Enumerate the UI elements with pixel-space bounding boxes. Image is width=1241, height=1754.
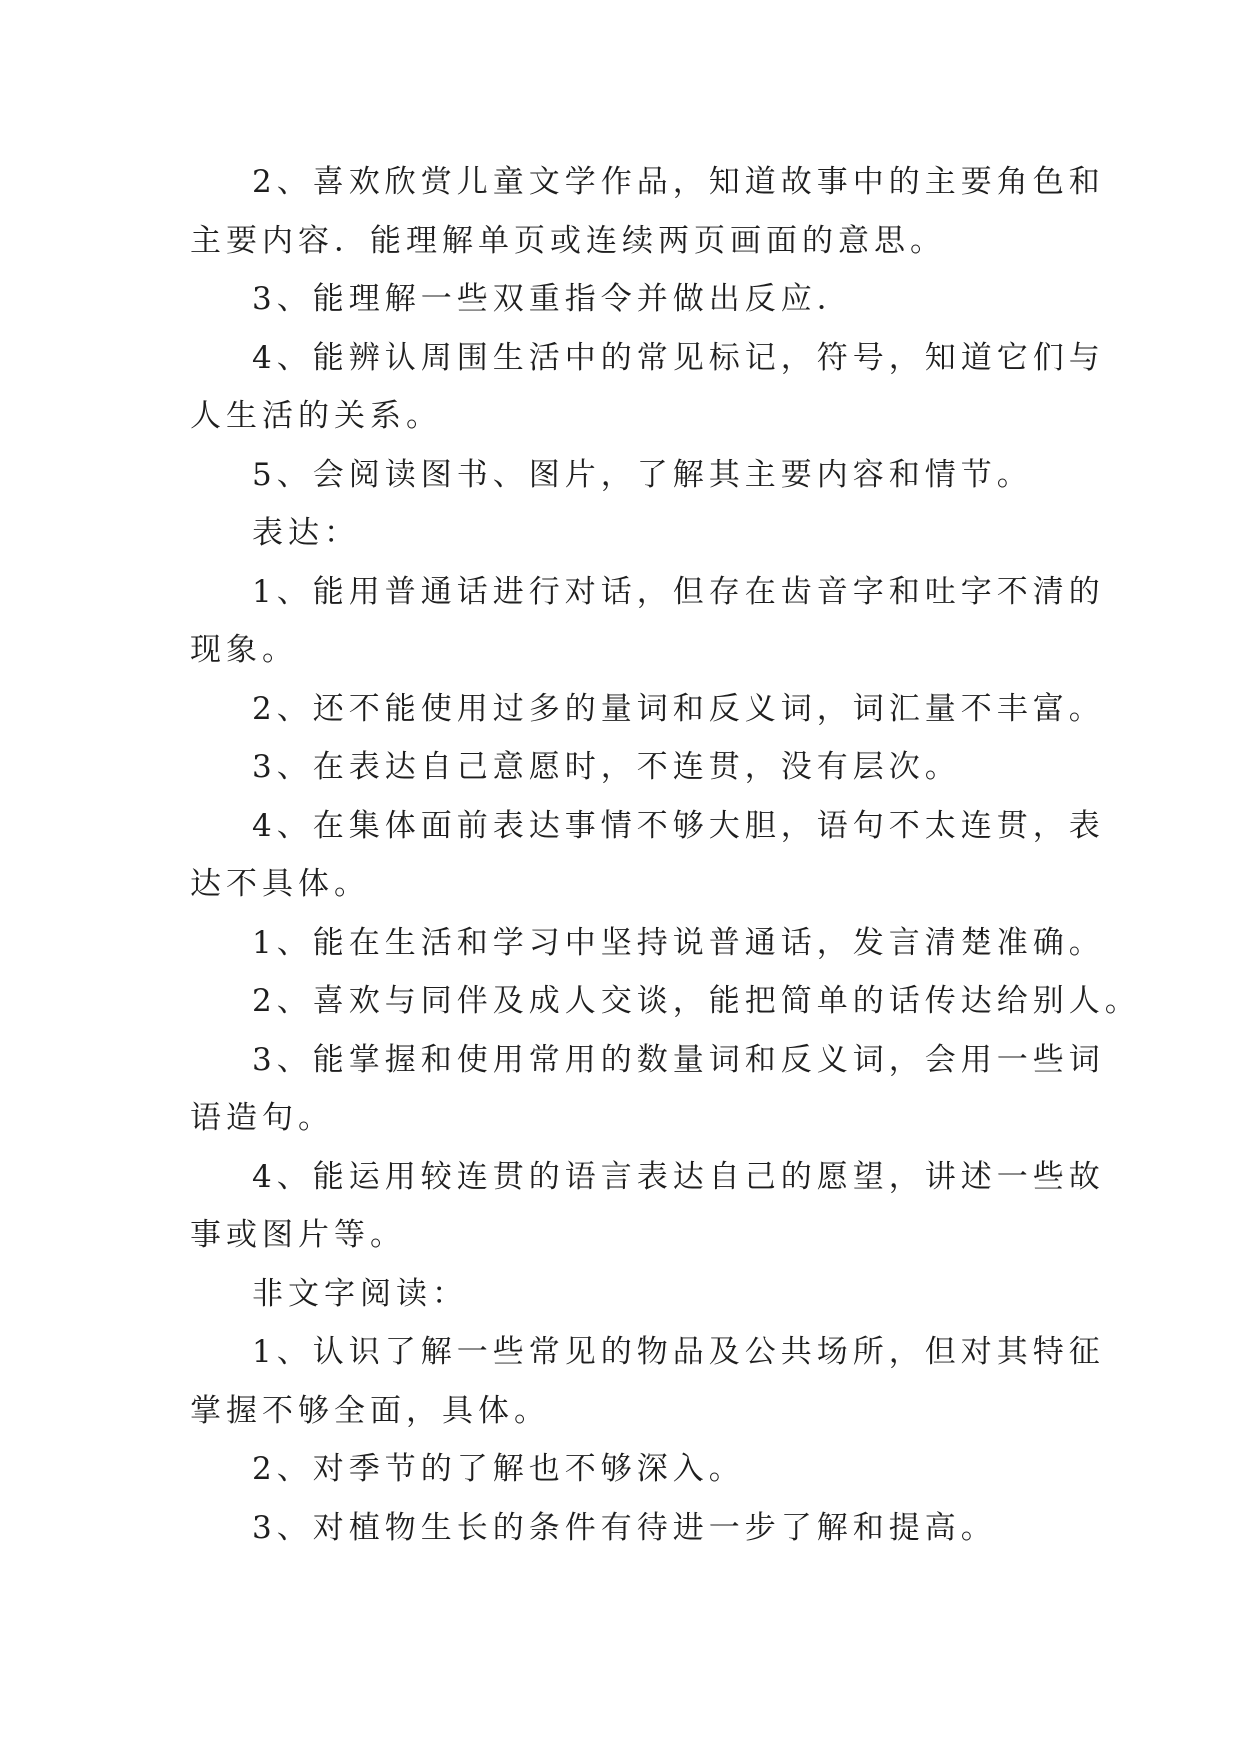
text-line: 2、喜欢与同伴及成人交谈，能把简单的话传达给别人。 bbox=[252, 983, 1141, 1019]
text-line: 2、还不能使用过多的量词和反义词，词汇量不丰富。 bbox=[252, 690, 1105, 727]
text-line: 1、认识了解一些常见的物品及公共场所，但对其特征 bbox=[252, 1334, 1105, 1370]
document-body bbox=[190, 153, 1141, 1557]
section-heading: 表达： bbox=[252, 515, 360, 551]
text-line: 2、喜欢欣赏儿童文学作品，知道故事中的主要角色和 bbox=[252, 164, 1105, 200]
text-line: 5、会阅读图书、图片，了解其主要内容和情节。 bbox=[252, 456, 1033, 493]
section-heading: 非文字阅读： bbox=[252, 1275, 468, 1312]
text-line: 人生活的关系。 bbox=[190, 398, 442, 434]
text-line: 3、能理解一些双重指令并做出反应． bbox=[252, 281, 853, 317]
text-line: 掌握不够全面，具体。 bbox=[190, 1392, 550, 1429]
text-line: 3、能掌握和使用常用的数量词和反义词，会用一些词 bbox=[252, 1041, 1105, 1078]
text-line: 主要内容．能理解单页或连续两页画面的意思。 bbox=[190, 222, 946, 259]
text-line: 4、能辨认周围生活中的常见标记，符号，知道它们与 bbox=[252, 339, 1105, 376]
text-line: 事或图片等。 bbox=[190, 1217, 406, 1253]
text-line: 语造句。 bbox=[190, 1100, 334, 1136]
text-line: 3、在表达自己意愿时，不连贯，没有层次。 bbox=[252, 749, 961, 785]
text-line: 3、对植物生长的条件有待进一步了解和提高。 bbox=[252, 1509, 997, 1546]
text-line: 现象。 bbox=[190, 632, 298, 668]
text-line: 1、能在生活和学习中坚持说普通话，发言清楚准确。 bbox=[252, 924, 1105, 961]
text-line: 达不具体。 bbox=[190, 866, 370, 902]
text-line: 4、能运用较连贯的语言表达自己的愿望，讲述一些故 bbox=[252, 1158, 1105, 1195]
text-line: 2、对季节的了解也不够深入。 bbox=[252, 1451, 745, 1487]
text-line: 4、在集体面前表达事情不够大胆，语句不太连贯，表 bbox=[252, 807, 1105, 844]
text-line: 1、能用普通话进行对话，但存在齿音字和吐字不清的 bbox=[252, 573, 1105, 610]
